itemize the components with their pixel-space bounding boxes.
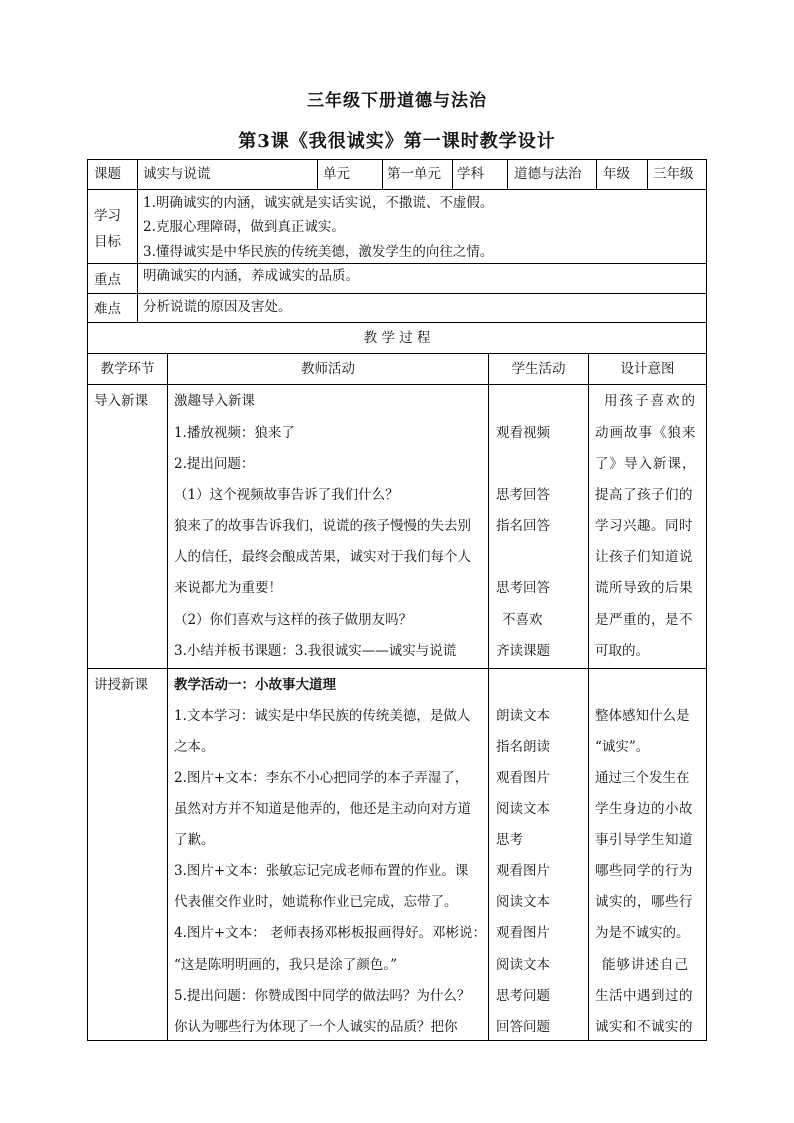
teacher-line: 3.图片+文本：张敏忘记完成老师布置的作业。课 — [174, 863, 469, 879]
difficulty-text: 分析说谎的原因及害处。 — [143, 299, 292, 315]
teacher-line: 之本。 — [174, 739, 215, 755]
topic-value: 诚实与说谎 — [143, 166, 211, 182]
student-activity: 观看图片 — [496, 770, 550, 786]
objectives-label-1: 学习 — [94, 208, 121, 224]
grade-value: 三年级 — [653, 166, 694, 182]
student-activity: 回答问题 — [496, 1019, 550, 1035]
intent-line: 提高了孩子们的 — [595, 487, 693, 503]
activity-title: 教学活动一：小故事大道理 — [174, 677, 336, 693]
objective-item: 3.懂得诚实是中华民族的传统美德，激发学生的向往之情。 — [143, 244, 494, 260]
student-activity: 思考回答 — [496, 580, 550, 596]
teacher-line: 狼来了的故事告诉我们，说谎的孩子慢慢的失去别 — [174, 518, 471, 534]
intent-line: 诚实的，哪些行 — [595, 894, 693, 910]
intent-line: 可取的。 — [595, 643, 649, 659]
intent-line: 了》导入新课， — [595, 456, 697, 472]
student-activity: 阅读文本 — [496, 894, 550, 910]
intent-line: 能够讲述自己 — [602, 957, 689, 973]
student-activity: 思考 — [496, 832, 523, 848]
student-activity: 观看图片 — [496, 925, 550, 941]
subject-value: 道德与法治 — [514, 166, 582, 182]
intent-line: 动画故事《狼来 — [595, 425, 697, 441]
student-activity: 思考问题 — [496, 988, 550, 1004]
teacher-line: “这是陈明明画的，我只是涂了颜色。” — [174, 957, 398, 973]
objective-item: 2.克服心理障碍，做到真正诚实。 — [143, 219, 345, 235]
intent-line: 整体感知什么是 — [595, 708, 690, 724]
intent-line: 通过三个发生在 — [595, 770, 690, 786]
intent-line: 是严重的，是不 — [595, 612, 693, 628]
intent-line: 事引导学生知道 — [595, 832, 693, 848]
student-activity: 不喜欢 — [502, 612, 543, 628]
subject-label: 学科 — [457, 166, 484, 182]
teacher-line: 了歉。 — [174, 832, 215, 848]
column-header-stage: 教学环节 — [100, 361, 155, 377]
teacher-line: 5.提出问题：你赞成图中同学的做法吗？为什么？ — [174, 988, 471, 1004]
unit-value: 第一单元 — [387, 166, 441, 182]
teacher-line: 2.提出问题： — [174, 456, 255, 472]
teacher-line: 3.小结并板书课题：3.我很诚实——诚实与说谎 — [174, 643, 457, 659]
stage-label: 导入新课 — [94, 393, 148, 409]
key-point-text: 明确诚实的内涵，养成诚实的品质。 — [143, 268, 359, 284]
student-activity: 观看视频 — [496, 425, 550, 441]
teacher-line: 4.图片+文本： 老师表扬邓彬板报画得好。邓彬说： — [174, 925, 486, 941]
lesson-title: 第3课《我很诚实》第一课时教学设计 — [238, 131, 556, 152]
objective-item: 1.明确诚实的内涵，诚实就是实话实说，不撒谎、不虚假。 — [143, 195, 494, 211]
intent-line: “诚实”。 — [595, 739, 650, 755]
intent-line: 诚实和不诚实的 — [595, 1019, 693, 1035]
teacher-line: （1）这个视频故事告诉了我们什么？ — [174, 487, 399, 503]
intent-line: 学习兴趣。同时 — [595, 518, 693, 534]
difficulty-label: 难点 — [94, 301, 121, 317]
student-activity: 思考回答 — [496, 487, 550, 503]
teacher-line: 2.图片+文本：李东不小心把同学的本子弄湿了， — [174, 770, 469, 786]
teacher-line: 代表催交作业时，她谎称作业已完成，忘带了。 — [174, 894, 458, 910]
student-activity: 阅读文本 — [496, 957, 550, 973]
intent-line: 让孩子们知道说 — [595, 549, 693, 565]
document-title: 三年级下册道德与法治 — [307, 91, 487, 111]
intent-line: 哪些同学的行为 — [595, 863, 693, 879]
intent-line: 学生身边的小故 — [595, 801, 693, 817]
intent-line: 谎所导致的后果 — [595, 580, 693, 596]
teacher-line: 1.文本学习：诚实是中华民族的传统美德，是做人 — [174, 708, 471, 724]
teacher-line: 你认为哪些行为体现了一个人诚实的品质？把你 — [174, 1019, 458, 1035]
intent-line: 生活中遇到过的 — [595, 988, 693, 1004]
grade-label: 年级 — [603, 166, 630, 182]
student-activity: 齐读课题 — [496, 643, 550, 659]
key-point-label: 重点 — [94, 272, 121, 288]
column-header-intent: 设计意图 — [620, 361, 675, 377]
objectives-label-2: 目标 — [94, 234, 121, 250]
column-header-teacher: 教师活动 — [301, 361, 355, 377]
teacher-line: （2）你们喜欢与这样的孩子做朋友吗？ — [174, 612, 413, 628]
intent-line: 用孩子喜欢的 — [604, 393, 697, 409]
student-activity: 观看图片 — [496, 863, 550, 879]
intent-line: 为是不诚实的。 — [595, 925, 690, 941]
stage-label: 讲授新课 — [94, 677, 148, 693]
teacher-line: 虽然对方并不知道是他弄的，他还是主动向对方道 — [174, 801, 471, 817]
process-header: 教 学 过 程 — [363, 330, 431, 346]
unit-label: 单元 — [323, 166, 350, 182]
student-activity: 阅读文本 — [496, 801, 550, 817]
topic-label: 课题 — [94, 166, 121, 182]
teacher-line: 激趣导入新课 — [174, 393, 255, 409]
teacher-line: 人的信任，最终会酿成苦果，诚实对于我们每个人 — [174, 549, 471, 565]
student-activity: 朗读文本 — [496, 708, 550, 724]
column-header-student: 学生活动 — [511, 361, 566, 377]
student-activity: 指名回答 — [496, 518, 550, 534]
teacher-line: 1.播放视频：狼来了 — [174, 425, 295, 441]
teacher-line: 来说都尤为重要！ — [174, 580, 282, 596]
student-activity: 指名朗读 — [496, 739, 550, 755]
